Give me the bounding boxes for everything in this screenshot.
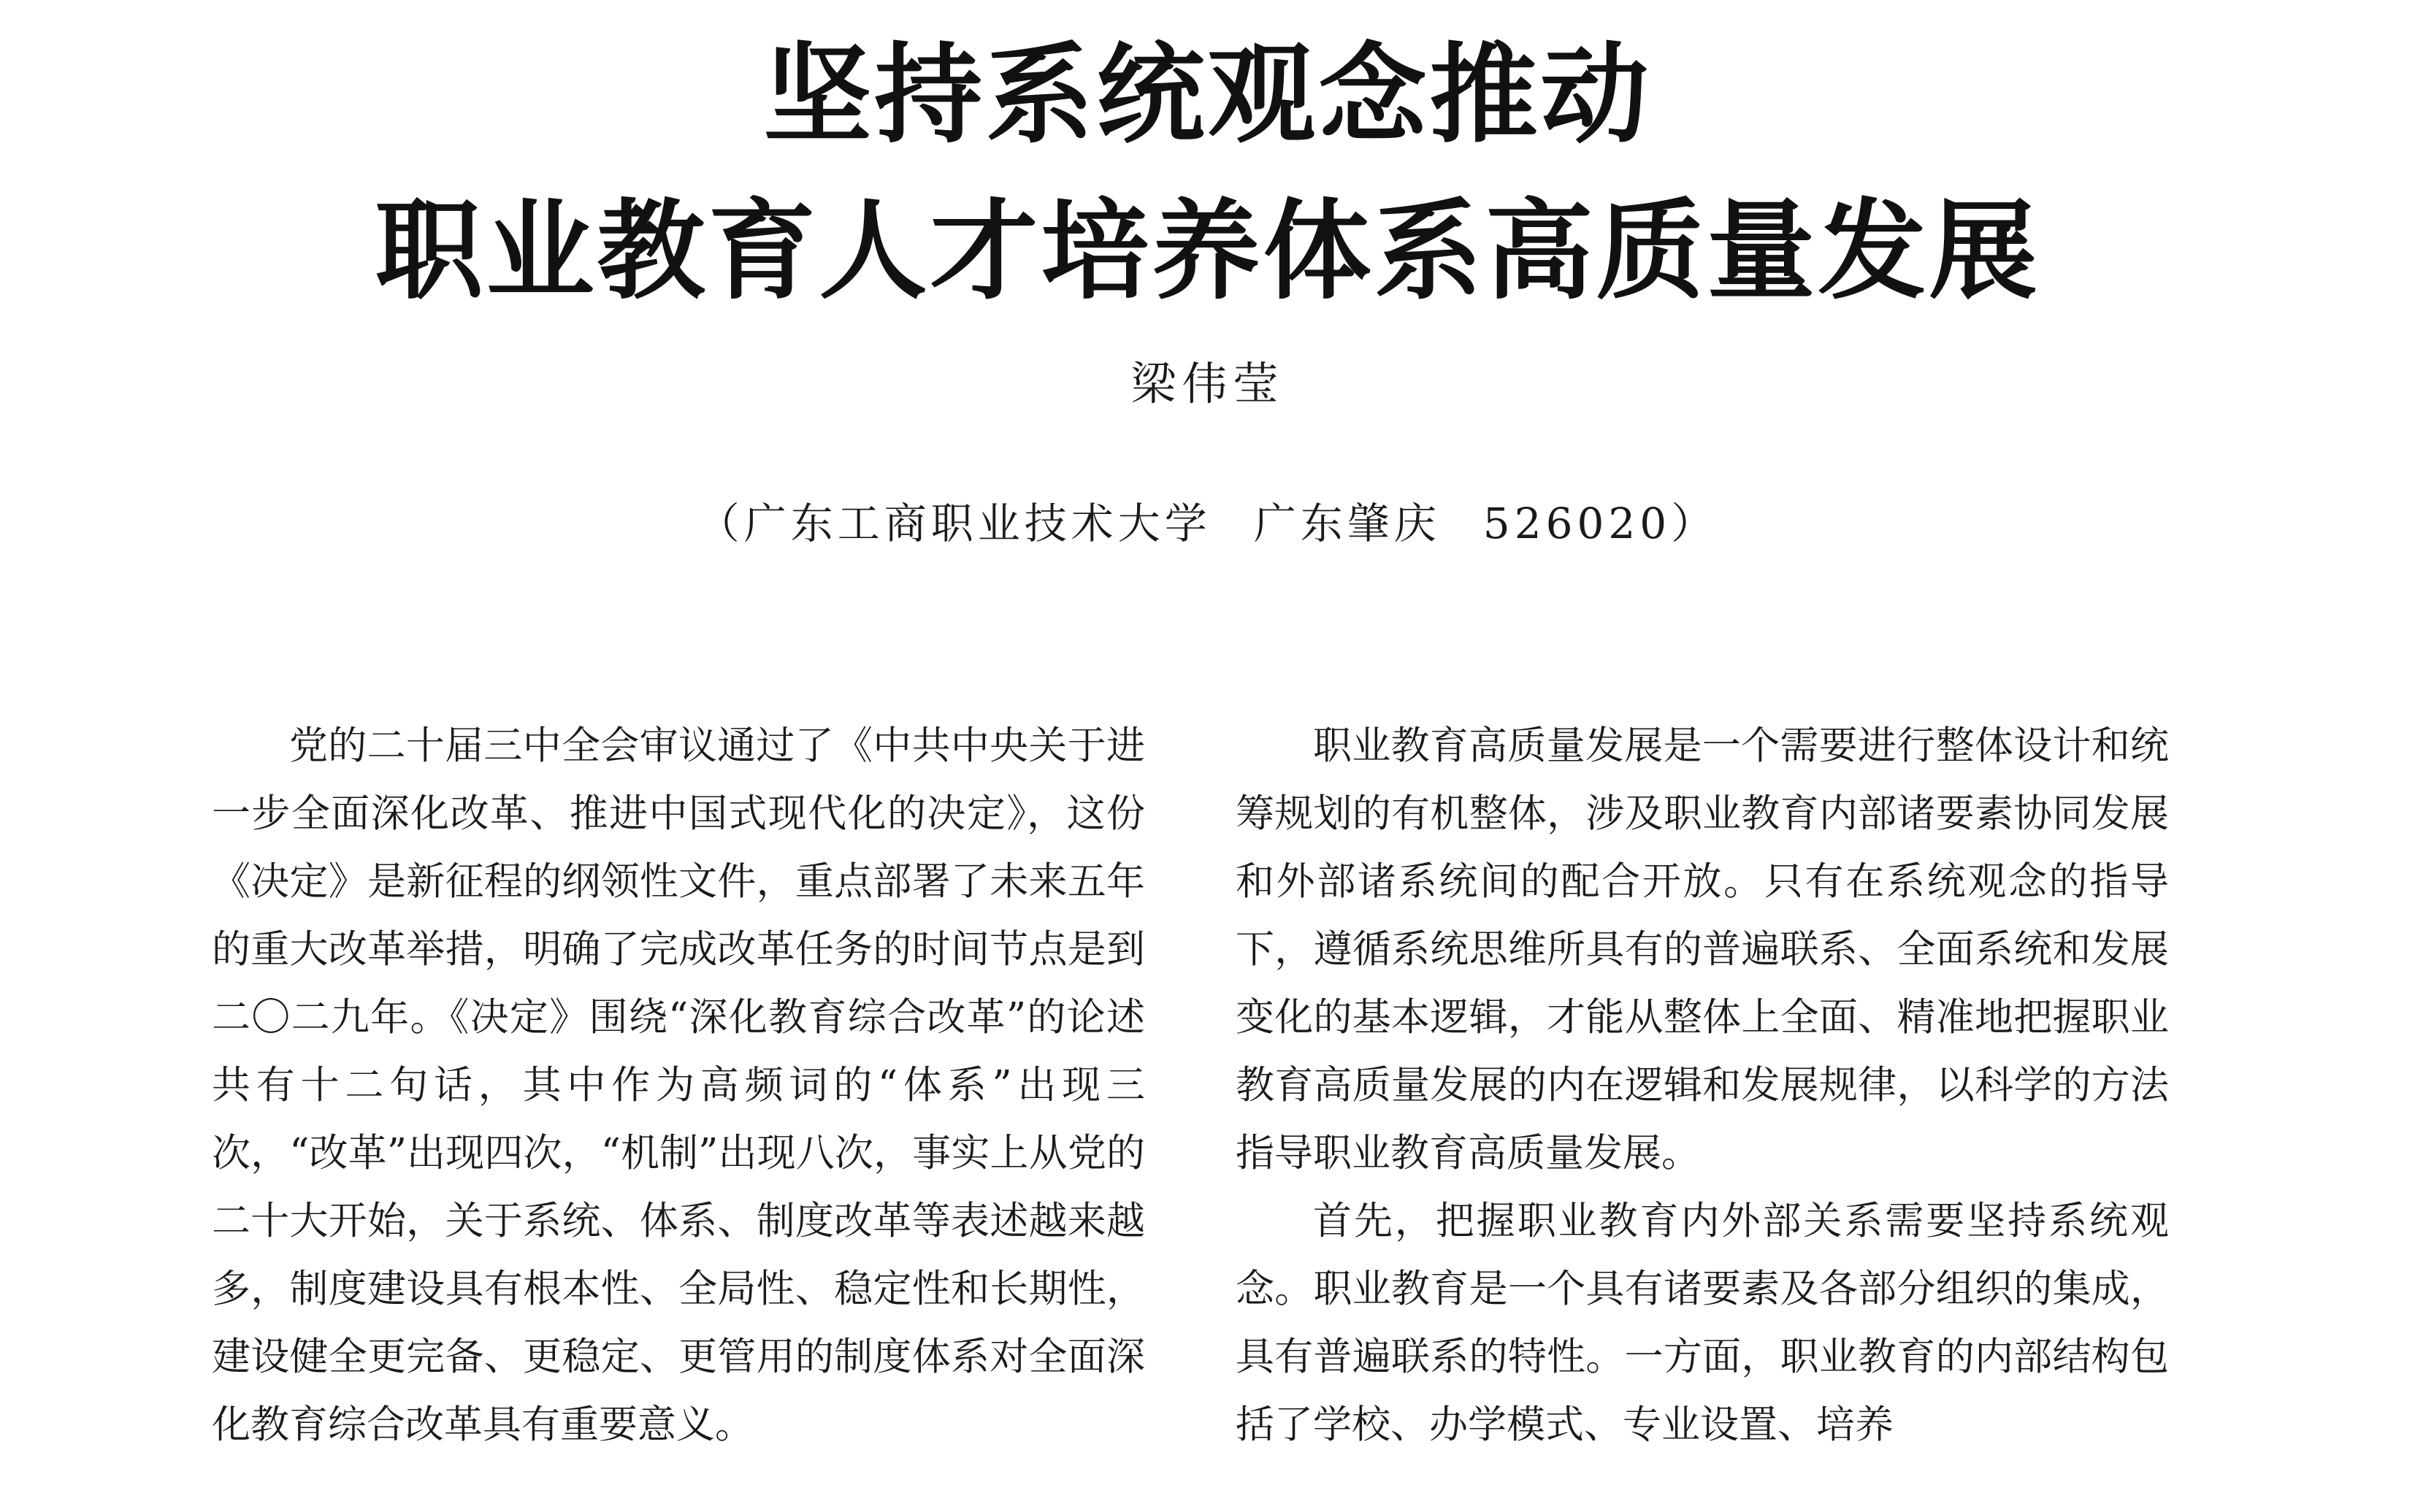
body-paragraph: 职业教育高质量发展是一个需要进行整体设计和统筹规划的有机整体，涉及职业教育内部诸要素协同发展和外部诸系统间的配合开放。只有在系统观念的指导下，遵循系统思维所具有的普遍联系、全面系统和发展变化的基本逻辑，才能从整体上全面、精准地把握职业教育高质量发展的内在逻辑和发展规律，以科学的方法指导职业教育高质量发展。 xyxy=(1236,724,2169,1175)
body-paragraph: 首先，把握职业教育内外部关系需要坚持系统观念。职业教育是一个具有诸要素及各部分组织的集成，具有普遍联系的特性。一方面，职业教育的内部结构包括了学校、办学模式、专业设置、培养 xyxy=(1236,1199,2169,1447)
author-name: 梁伟莹 xyxy=(1130,357,1285,410)
author-affiliation xyxy=(0,499,2415,548)
affiliation-postcode: 526020 xyxy=(1482,499,1672,548)
body-column-right xyxy=(1236,712,2169,1459)
affiliation-close-paren: ） xyxy=(1671,499,1718,548)
article-title-line-1: 坚持系统观念推动 xyxy=(763,32,1652,158)
affiliation-location: 广东肇庆 xyxy=(1253,499,1441,548)
affiliation-institution: 广东工商职业技术大学 xyxy=(743,499,1212,548)
article-title-line-2: 职业教育人才培养体系高质量发展 xyxy=(375,188,2040,314)
affiliation-open-paren: （ xyxy=(697,499,744,548)
body-column-left xyxy=(212,712,1145,1459)
body-paragraph: 党的二十届三中全会审议通过了《中共中央关于进一步全面深化改革、推进中国式现代化的决定》，这份《决定》是新征程的纲领性文件，重点部署了未来五年的重大改革举措，明确了完成改革任务的时间节点是到二〇二九年。《决定》围绕“深化教育综合改革”的论述共有十二句话，其中作为高频词的“体系”出现三次，“改革”出现四次，“机制”出现八次，事实上从党的二十大开始，关于系统、体系、制度改革等表述越来越多，制度建设具有根本性、全局性、稳定性和长期性，建设健全更完备、更稳定、更管用的制度体系对全面深化教育综合改革具有重要意义。 xyxy=(212,724,1145,1447)
